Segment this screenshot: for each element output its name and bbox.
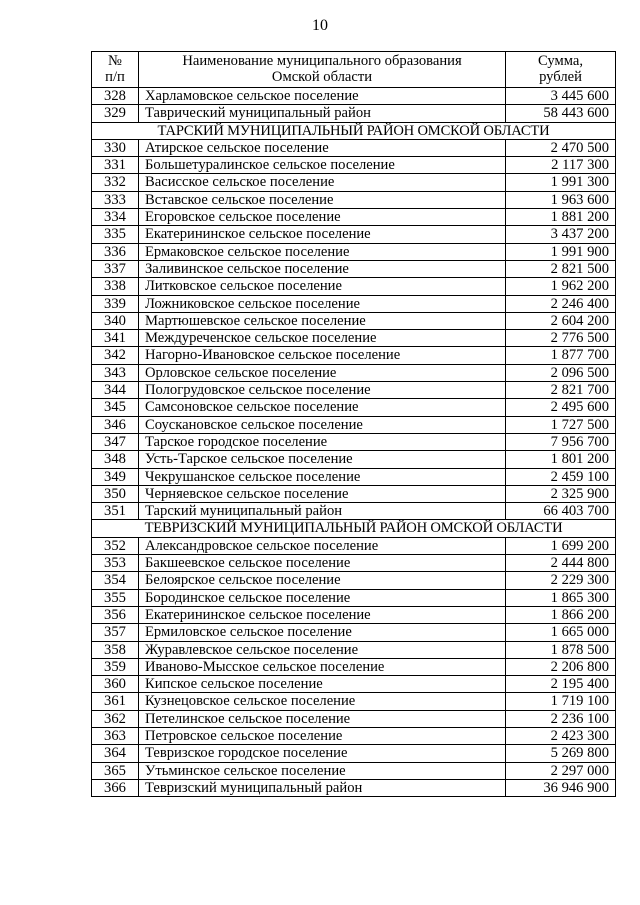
table-row bbox=[92, 347, 616, 364]
municipality-name: Петелинское сельское поселение bbox=[139, 710, 506, 727]
amount-value: 2 229 300 bbox=[506, 572, 616, 589]
row-number: 352 bbox=[92, 537, 139, 554]
amount-value: 1 963 600 bbox=[506, 191, 616, 208]
table-row bbox=[92, 226, 616, 243]
municipality-name: Чекрушанское сельское поселение bbox=[139, 468, 506, 485]
row-number: 343 bbox=[92, 364, 139, 381]
municipality-name: Александровское сельское поселение bbox=[139, 537, 506, 554]
table-row bbox=[92, 139, 616, 156]
row-number: 347 bbox=[92, 433, 139, 450]
table-row bbox=[92, 399, 616, 416]
page-number: 10 bbox=[312, 17, 328, 34]
municipality-name: Мартюшевское сельское поселение bbox=[139, 312, 506, 329]
municipality-name: Петровское сельское поселение bbox=[139, 727, 506, 744]
header-amount-line-1: Сумма, bbox=[538, 53, 583, 69]
table-row bbox=[92, 382, 616, 399]
amount-value: 3 437 200 bbox=[506, 226, 616, 243]
table-row bbox=[92, 416, 616, 433]
table-row bbox=[92, 312, 616, 329]
municipality-name: Вставское сельское поселение bbox=[139, 191, 506, 208]
row-number: 349 bbox=[92, 468, 139, 485]
row-number: 344 bbox=[92, 382, 139, 399]
row-number: 328 bbox=[92, 88, 139, 105]
table-row bbox=[92, 468, 616, 485]
table-row bbox=[92, 191, 616, 208]
row-number: 333 bbox=[92, 191, 139, 208]
municipality-name: Бакшеевское сельское поселение bbox=[139, 555, 506, 572]
amount-value: 2 470 500 bbox=[506, 139, 616, 156]
row-number: 364 bbox=[92, 745, 139, 762]
table-row bbox=[92, 88, 616, 105]
amount-value: 2 325 900 bbox=[506, 485, 616, 502]
row-number: 350 bbox=[92, 485, 139, 502]
municipality-name: Ложниковское сельское поселение bbox=[139, 295, 506, 312]
municipality-name: Таврический муниципальный район bbox=[139, 105, 506, 122]
amount-value: 1 719 100 bbox=[506, 693, 616, 710]
section-title: ТЕВРИЗСКИЙ МУНИЦИПАЛЬНЫЙ РАЙОН ОМСКОЙ ОБЛАСТИ bbox=[92, 520, 616, 537]
amount-value: 1 865 300 bbox=[506, 589, 616, 606]
amount-value: 36 946 900 bbox=[506, 779, 616, 796]
row-number: 362 bbox=[92, 710, 139, 727]
row-number: 359 bbox=[92, 658, 139, 675]
row-number: 353 bbox=[92, 555, 139, 572]
header-amount-line-2: рублей bbox=[539, 69, 582, 85]
table-row bbox=[92, 779, 616, 796]
table-row bbox=[92, 641, 616, 658]
row-number: 348 bbox=[92, 451, 139, 468]
amount-value: 2 096 500 bbox=[506, 364, 616, 381]
row-number: 336 bbox=[92, 243, 139, 260]
amount-value: 2 776 500 bbox=[506, 330, 616, 347]
amount-value: 2 821 700 bbox=[506, 382, 616, 399]
table-row bbox=[92, 209, 616, 226]
row-number: 351 bbox=[92, 503, 139, 520]
table-row bbox=[92, 693, 616, 710]
amount-value: 1 877 700 bbox=[506, 347, 616, 364]
row-number: 355 bbox=[92, 589, 139, 606]
table-row bbox=[92, 330, 616, 347]
municipality-name: Ермаковское сельское поселение bbox=[139, 243, 506, 260]
row-number: 357 bbox=[92, 624, 139, 641]
table-row bbox=[92, 503, 616, 520]
municipality-name: Усть-Тарское сельское поселение bbox=[139, 451, 506, 468]
row-number: 338 bbox=[92, 278, 139, 295]
municipality-name: Кипское сельское поселение bbox=[139, 676, 506, 693]
amount-value: 2 495 600 bbox=[506, 399, 616, 416]
amount-value: 1 878 500 bbox=[506, 641, 616, 658]
municipality-name: Тевризский муниципальный район bbox=[139, 779, 506, 796]
amount-value: 1 962 200 bbox=[506, 278, 616, 295]
municipality-name: Междуреченское сельское поселение bbox=[139, 330, 506, 347]
municipality-name: Черняевское сельское поселение bbox=[139, 485, 506, 502]
municipality-name: Литковское сельское поселение bbox=[139, 278, 506, 295]
municipality-name: Ермиловское сельское поселение bbox=[139, 624, 506, 641]
row-number: 360 bbox=[92, 676, 139, 693]
table-row bbox=[92, 624, 616, 641]
row-number: 334 bbox=[92, 209, 139, 226]
table-row bbox=[92, 676, 616, 693]
row-number: 335 bbox=[92, 226, 139, 243]
row-number: 342 bbox=[92, 347, 139, 364]
amount-value: 2 297 000 bbox=[506, 762, 616, 779]
amount-value: 1 727 500 bbox=[506, 416, 616, 433]
table-row bbox=[92, 260, 616, 277]
table-row bbox=[92, 364, 616, 381]
table-row bbox=[92, 295, 616, 312]
table-row bbox=[92, 243, 616, 260]
amount-value: 1 665 000 bbox=[506, 624, 616, 641]
amount-value: 2 246 400 bbox=[506, 295, 616, 312]
row-number: 331 bbox=[92, 157, 139, 174]
table-row bbox=[92, 658, 616, 675]
amount-value: 1 881 200 bbox=[506, 209, 616, 226]
municipality-name: Тарское городское поселение bbox=[139, 433, 506, 450]
header-name-line-2: Омской области bbox=[271, 69, 373, 85]
row-number: 363 bbox=[92, 727, 139, 744]
table-row bbox=[92, 105, 616, 122]
table-row bbox=[92, 485, 616, 502]
amount-value: 2 195 400 bbox=[506, 676, 616, 693]
table-row bbox=[92, 727, 616, 744]
section-row bbox=[92, 122, 616, 139]
amount-value: 1 866 200 bbox=[506, 606, 616, 623]
municipality-name: Самсоновское сельское поселение bbox=[139, 399, 506, 416]
amount-value: 2 423 300 bbox=[506, 727, 616, 744]
amount-value: 5 269 800 bbox=[506, 745, 616, 762]
municipality-name: Тевризское городское поселение bbox=[139, 745, 506, 762]
amount-value: 2 236 100 bbox=[506, 710, 616, 727]
table-row bbox=[92, 157, 616, 174]
header-num-line-2: п/п bbox=[105, 69, 125, 85]
amount-value: 3 445 600 bbox=[506, 88, 616, 105]
budget-table bbox=[91, 51, 616, 797]
row-number: 329 bbox=[92, 105, 139, 122]
row-number: 361 bbox=[92, 693, 139, 710]
municipality-name: Харламовское сельское поселение bbox=[139, 88, 506, 105]
amount-value: 1 801 200 bbox=[506, 451, 616, 468]
table-row bbox=[92, 555, 616, 572]
amount-value: 58 443 600 bbox=[506, 105, 616, 122]
municipality-name: Утьминское сельское поселение bbox=[139, 762, 506, 779]
table-header-row bbox=[92, 52, 616, 88]
municipality-name: Атирское сельское поселение bbox=[139, 139, 506, 156]
amount-value: 1 991 300 bbox=[506, 174, 616, 191]
amount-value: 2 821 500 bbox=[506, 260, 616, 277]
municipality-name: Кузнецовское сельское поселение bbox=[139, 693, 506, 710]
amount-value: 2 117 300 bbox=[506, 157, 616, 174]
municipality-name: Екатерининское сельское поселение bbox=[139, 226, 506, 243]
header-num bbox=[92, 52, 139, 88]
municipality-name: Екатерининское сельское поселение bbox=[139, 606, 506, 623]
municipality-name: Большетуралинское сельское поселение bbox=[139, 157, 506, 174]
header-name-line-1: Наименование муниципального образования bbox=[182, 53, 462, 69]
section-row bbox=[92, 520, 616, 537]
municipality-name: Васисское сельское поселение bbox=[139, 174, 506, 191]
row-number: 346 bbox=[92, 416, 139, 433]
row-number: 366 bbox=[92, 779, 139, 796]
row-number: 341 bbox=[92, 330, 139, 347]
municipality-name: Бородинское сельское поселение bbox=[139, 589, 506, 606]
table-row bbox=[92, 174, 616, 191]
row-number: 354 bbox=[92, 572, 139, 589]
row-number: 358 bbox=[92, 641, 139, 658]
table-row bbox=[92, 710, 616, 727]
table-row bbox=[92, 572, 616, 589]
row-number: 337 bbox=[92, 260, 139, 277]
header-name bbox=[139, 52, 506, 88]
municipality-name: Заливинское сельское поселение bbox=[139, 260, 506, 277]
table-row bbox=[92, 762, 616, 779]
amount-value: 1 991 900 bbox=[506, 243, 616, 260]
row-number: 356 bbox=[92, 606, 139, 623]
amount-value: 2 444 800 bbox=[506, 555, 616, 572]
municipality-name: Егоровское сельское поселение bbox=[139, 209, 506, 226]
header-amount bbox=[506, 52, 616, 88]
municipality-name: Орловское сельское поселение bbox=[139, 364, 506, 381]
row-number: 332 bbox=[92, 174, 139, 191]
municipality-name: Белоярское сельское поселение bbox=[139, 572, 506, 589]
table-row bbox=[92, 451, 616, 468]
table-row bbox=[92, 537, 616, 554]
municipality-name: Пологрудовское сельское поселение bbox=[139, 382, 506, 399]
amount-value: 7 956 700 bbox=[506, 433, 616, 450]
section-title: ТАРСКИЙ МУНИЦИПАЛЬНЫЙ РАЙОН ОМСКОЙ ОБЛАСТИ bbox=[92, 122, 616, 139]
row-number: 365 bbox=[92, 762, 139, 779]
row-number: 339 bbox=[92, 295, 139, 312]
header-num-line-1: № bbox=[108, 53, 122, 69]
amount-value: 66 403 700 bbox=[506, 503, 616, 520]
table-body bbox=[92, 88, 616, 797]
amount-value: 2 206 800 bbox=[506, 658, 616, 675]
table-row bbox=[92, 278, 616, 295]
row-number: 330 bbox=[92, 139, 139, 156]
municipality-name: Тарский муниципальный район bbox=[139, 503, 506, 520]
table-row bbox=[92, 433, 616, 450]
row-number: 340 bbox=[92, 312, 139, 329]
table-row bbox=[92, 589, 616, 606]
amount-value: 2 459 100 bbox=[506, 468, 616, 485]
amount-value: 2 604 200 bbox=[506, 312, 616, 329]
amount-value: 1 699 200 bbox=[506, 537, 616, 554]
municipality-name: Соускановское сельское поселение bbox=[139, 416, 506, 433]
table-row bbox=[92, 745, 616, 762]
municipality-name: Журавлевское сельское поселение bbox=[139, 641, 506, 658]
row-number: 345 bbox=[92, 399, 139, 416]
table-row bbox=[92, 606, 616, 623]
municipality-name: Нагорно-Ивановское сельское поселение bbox=[139, 347, 506, 364]
municipality-name: Иваново-Мысское сельское поселение bbox=[139, 658, 506, 675]
